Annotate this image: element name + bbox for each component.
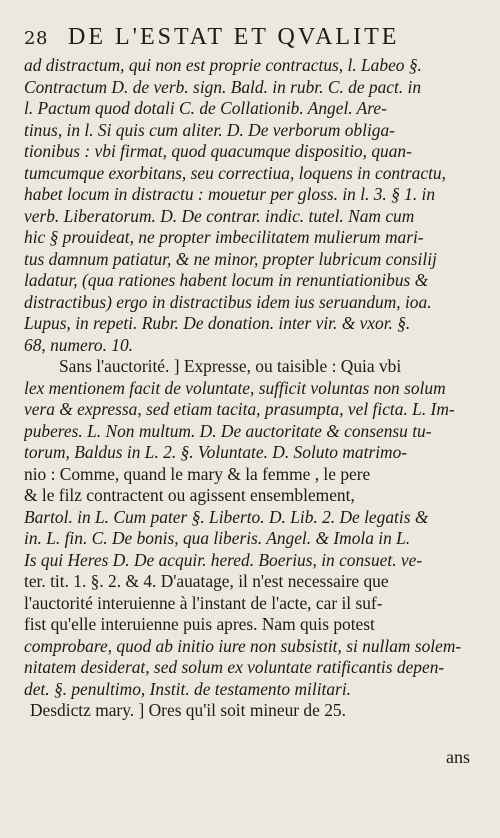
text-line: verb. Liberatorum. D. De contrar. indic. tutel. Nam cum <box>24 205 415 226</box>
text-line: tinus, in l. Si quis cum aliter. D. De verborum obliga- <box>24 119 395 140</box>
text-line: l. Pactum quod dotali C. de Collationib. Angel. Are- <box>24 98 387 118</box>
text-line: Desdictz mary. ] Ores qu'il soit mineur de 25. <box>30 700 346 720</box>
text-line: ad distractum, qui non est proprie contractus, l. Labeo §. <box>24 55 422 75</box>
text-line: habet locum in distractu : mouetur per gloss. in l. 3. § 1. in <box>24 184 436 204</box>
catchword: ans <box>446 747 470 767</box>
running-head: DE L'ESTAT ET QVALITE <box>68 24 400 50</box>
text-line: tumcumque exorbitans, seu correctiua, loquens in contractu, <box>24 162 446 183</box>
text-line: Bartol. in L. Cum pater §. Liberto. D. Lib. 2. De legatis & <box>24 506 429 527</box>
body-text <box>24 55 474 722</box>
text-line: in. L. fin. C. De bonis, qua liberis. Angel. & Imola in L. <box>24 528 411 548</box>
text-line: det. §. penultimo, Instit. de testamento militari. <box>24 678 352 699</box>
text-line: comprobare, quod ab initio iure non subsistit, si nullam solem- <box>24 635 462 656</box>
text-line: puberes. L. Non multum. D. De auctoritate & consensu tu- <box>24 420 432 441</box>
text-line: ter. tit. 1. §. 2. & 4. D'auatage, il n'est necessaire que <box>24 571 389 591</box>
text-line: Sans l'auctorité. ] Expresse, ou taisible : Quia vbi <box>59 356 402 376</box>
text-line: nitatem desiderat, sed solum ex voluntate ratificantis depen- <box>24 657 445 677</box>
text-line: hic § prouideat, ne propter imbecilitatem mulierum mari- <box>24 227 424 247</box>
text-line: fist qu'elle interuienne puis apres. Nam quis potest <box>24 614 375 634</box>
text-line: nio : Comme, quand le mary & la femme , le pere <box>24 463 371 484</box>
page-number: 28 <box>24 28 48 49</box>
text-line: Contractum D. de verb. sign. Bald. in rubr. C. de pact. in <box>24 76 422 97</box>
text-line: Lupus, in repeti. Rubr. De donation. inter vir. & vxor. §. <box>24 313 411 333</box>
text-line: 68, numero. 10. <box>24 334 134 355</box>
text-line: torum, Baldus in L. 2. §. Voluntate. D. Soluto matrimo- <box>24 442 408 462</box>
text-line: tionibus : vbi firmat, quod quacumque dispositio, quan- <box>24 141 412 161</box>
text-line: Is qui Heres D. De acquir. hered. Boerius, in consuet. ve- <box>24 549 423 570</box>
text-line: vera & expressa, sed etiam tacita, prasumpta, vel ficta. L. Im- <box>24 399 455 419</box>
page-header <box>24 24 464 52</box>
text-line: ladatur, (qua rationes habent locum in renuntiationibus & <box>24 270 429 290</box>
text-line: distractibus) ergo in distractibus idem ius seruandum, ioa. <box>24 291 432 312</box>
text-line: lex mentionem facit de voluntate, sufficit voluntas non solum <box>24 377 446 398</box>
text-line: tus damnum patiatur, & ne minor, propter lubricum consilij <box>24 248 437 269</box>
text-line: & le filz contractent ou agissent ensemblement, <box>24 485 355 505</box>
text-line: l'auctorité interuienne à l'instant de l'acte, car il suf- <box>24 592 383 613</box>
